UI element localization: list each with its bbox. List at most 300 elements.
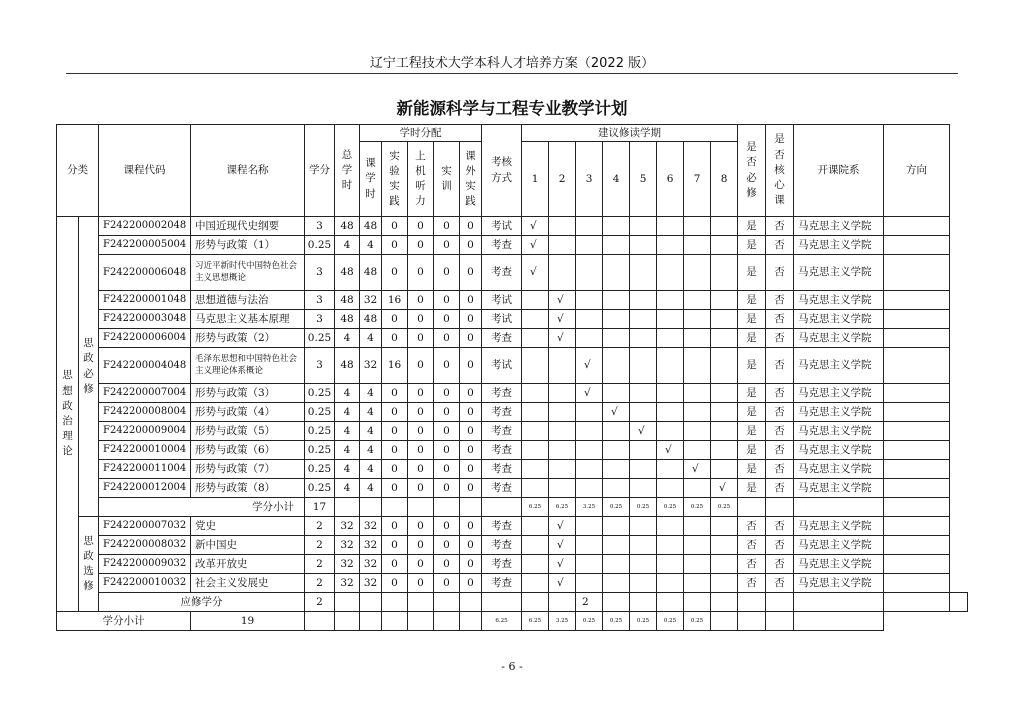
course-code-cell: F242200008032 xyxy=(99,536,191,555)
core-flag-cell: 否 xyxy=(766,422,794,441)
course-code-cell: F242200008004 xyxy=(99,403,191,422)
computer-hours-cell: 0 xyxy=(408,441,434,460)
department-cell: 马克思主义学院 xyxy=(794,291,884,310)
semester-cell xyxy=(576,422,603,441)
credit-cell: 0.25 xyxy=(305,236,335,255)
semester-cell xyxy=(657,403,684,422)
course-code-cell: F242200006004 xyxy=(99,329,191,348)
total-hours-cell: 4 xyxy=(335,460,360,479)
lecture-hours-cell: 4 xyxy=(360,329,382,348)
direction-cell xyxy=(884,517,950,536)
lecture-hours-cell: 32 xyxy=(360,348,382,384)
lecture-hours-cell: 48 xyxy=(360,310,382,329)
experiment-hours-cell: 0 xyxy=(382,460,408,479)
semester-credit-cell: 0.25 xyxy=(711,498,738,517)
course-row xyxy=(57,236,968,255)
department-cell: 马克思主义学院 xyxy=(794,236,884,255)
course-name-cell: 毛泽东思想和中国特色社会主义理论体系概论 xyxy=(191,348,305,384)
total-hours-cell: 32 xyxy=(335,517,360,536)
direction-cell xyxy=(884,348,950,384)
semester-credit-cell: 0.25 xyxy=(630,498,657,517)
department-cell: 马克思主义学院 xyxy=(794,384,884,403)
credit-cell: 0.25 xyxy=(305,384,335,403)
computer-hours-cell: 0 xyxy=(408,517,434,536)
required-header: 是否必修 xyxy=(738,125,766,217)
assessment-cell: 考查 xyxy=(482,441,522,460)
name-header: 课程名称 xyxy=(191,125,305,217)
computer-hours-cell: 0 xyxy=(408,479,434,498)
credit-cell: 3 xyxy=(305,255,335,291)
semester-cell xyxy=(684,517,711,536)
direction-cell xyxy=(884,422,950,441)
semester-cell xyxy=(684,441,711,460)
semester-credit-cell: 0.25 xyxy=(603,498,630,517)
semester-check-mark: √ xyxy=(549,310,576,329)
semester-cell xyxy=(657,574,684,593)
course-row xyxy=(57,517,968,536)
empty-cell xyxy=(408,593,434,612)
header-row-1 xyxy=(57,125,968,142)
core-flag-cell: 否 xyxy=(766,460,794,479)
extracurricular-hours-cell: 0 xyxy=(460,255,482,291)
practice-hours-cell: 0 xyxy=(434,460,460,479)
elective-required-row xyxy=(57,593,968,612)
semester-cell xyxy=(657,348,684,384)
semester-check-mark: √ xyxy=(549,329,576,348)
empty-cell xyxy=(382,593,408,612)
category-header: 分类 xyxy=(57,125,99,217)
direction-cell xyxy=(884,441,950,460)
extracurricular-hours-cell: 0 xyxy=(460,217,482,236)
computer-hours-cell: 0 xyxy=(408,310,434,329)
course-code-cell: F242200012004 xyxy=(99,479,191,498)
course-name-cell: 思想道德与法治 xyxy=(191,291,305,310)
semester-cell xyxy=(711,574,738,593)
header-divider xyxy=(66,73,958,74)
extracurricular-hours-cell: 0 xyxy=(460,555,482,574)
semester-cell xyxy=(657,255,684,291)
semester-credit-cell: 0.25 xyxy=(657,498,684,517)
practice-hours-cell: 0 xyxy=(434,574,460,593)
semester-8-header: 8 xyxy=(711,142,738,217)
empty-cell xyxy=(335,593,360,612)
semester-cell xyxy=(711,329,738,348)
course-name-cell: 形势与政策（5） xyxy=(191,422,305,441)
extracurricular-hours-cell: 0 xyxy=(460,574,482,593)
semester-cell xyxy=(684,255,711,291)
semester-cell xyxy=(576,555,603,574)
semester-cell xyxy=(603,348,630,384)
semester-1-header: 1 xyxy=(522,142,549,217)
semester-cell xyxy=(657,422,684,441)
computer-hours-cell: 0 xyxy=(408,329,434,348)
semester-cell xyxy=(711,236,738,255)
experiment-hours-cell: 0 xyxy=(382,329,408,348)
page-number: - 6 - xyxy=(501,660,523,673)
core-flag-cell: 否 xyxy=(766,329,794,348)
lecture-hours-cell: 32 xyxy=(360,536,382,555)
semester-credit-cell: 3.25 xyxy=(549,612,576,631)
practice-header: 实训 xyxy=(434,142,460,217)
core-flag-cell: 否 xyxy=(766,217,794,236)
semester-cell xyxy=(684,236,711,255)
semester-cell xyxy=(576,329,603,348)
course-name-cell: 形势与政策（8） xyxy=(191,479,305,498)
semester-cell xyxy=(576,403,603,422)
semester-cell xyxy=(603,441,630,460)
semester-6-header: 6 xyxy=(657,142,684,217)
empty-cell xyxy=(434,498,460,517)
required-flag-cell: 否 xyxy=(738,555,766,574)
computer-hours-cell: 0 xyxy=(408,536,434,555)
assessment-cell: 考试 xyxy=(482,291,522,310)
core-header: 是否核心课 xyxy=(766,125,794,217)
assessment-cell: 考查 xyxy=(482,479,522,498)
semester-cell xyxy=(522,422,549,441)
semester-cell xyxy=(603,217,630,236)
core-flag-cell: 否 xyxy=(766,574,794,593)
semester-cell xyxy=(576,574,603,593)
total_subtotal-row xyxy=(57,612,968,631)
computer-header: 上机听力 xyxy=(408,142,434,217)
lecture-hours-cell: 32 xyxy=(360,291,382,310)
semester-cell xyxy=(711,593,738,612)
semester-group-header: 建议修读学期 xyxy=(522,125,738,142)
practice-hours-cell: 0 xyxy=(434,479,460,498)
lecture-hours-cell: 4 xyxy=(360,236,382,255)
total-hours-cell: 4 xyxy=(335,403,360,422)
course-row xyxy=(57,329,968,348)
course-name-cell: 改革开放史 xyxy=(191,555,305,574)
credit-cell: 0.25 xyxy=(305,460,335,479)
semester-cell xyxy=(549,479,576,498)
department-cell: 马克思主义学院 xyxy=(794,422,884,441)
department-cell: 马克思主义学院 xyxy=(794,441,884,460)
assessment-cell: 考查 xyxy=(482,555,522,574)
experiment-hours-cell: 0 xyxy=(382,479,408,498)
course-row xyxy=(57,574,968,593)
assessment-cell: 考查 xyxy=(482,536,522,555)
semester-cell xyxy=(549,403,576,422)
total-hours-cell: 32 xyxy=(335,555,360,574)
course-row xyxy=(57,460,968,479)
course-code-cell: F242200001048 xyxy=(99,291,191,310)
course-name-cell: 形势与政策（1） xyxy=(191,236,305,255)
credit-cell: 3 xyxy=(305,217,335,236)
semester-cell xyxy=(522,574,549,593)
semester-cell xyxy=(630,517,657,536)
semester-cell xyxy=(549,217,576,236)
course-code-cell: F242200006048 xyxy=(99,255,191,291)
category-sub-cell: 思政必修 xyxy=(79,217,99,517)
teaching-plan-table xyxy=(56,124,968,631)
course-code-cell: F242200007032 xyxy=(99,517,191,536)
semester-cell xyxy=(657,329,684,348)
total-hours-cell: 48 xyxy=(335,310,360,329)
core-flag-cell: 否 xyxy=(766,348,794,384)
lecture-hours-cell: 48 xyxy=(360,217,382,236)
course-row xyxy=(57,310,968,329)
empty-cell xyxy=(711,612,738,631)
empty-cell xyxy=(460,612,482,631)
semester-cell xyxy=(603,536,630,555)
department-cell: 马克思主义学院 xyxy=(794,255,884,291)
semester-cell xyxy=(630,310,657,329)
semester-cell xyxy=(684,384,711,403)
required-flag-cell: 是 xyxy=(738,291,766,310)
course-code-cell: F242200005004 xyxy=(99,236,191,255)
direction-cell xyxy=(884,479,950,498)
semester-cell xyxy=(684,291,711,310)
semester-cell xyxy=(630,555,657,574)
elective-required-credit-cell: 2 xyxy=(305,593,335,612)
semester-cell xyxy=(603,479,630,498)
direction-header: 方向 xyxy=(884,125,950,217)
semester-check-mark: √ xyxy=(657,441,684,460)
semester-cell xyxy=(549,384,576,403)
course-row xyxy=(57,217,968,236)
extracurricular-hours-cell: 0 xyxy=(460,310,482,329)
empty-cell xyxy=(794,498,884,517)
direction-cell xyxy=(884,536,950,555)
core-flag-cell: 否 xyxy=(766,517,794,536)
semester-cell xyxy=(711,536,738,555)
computer-hours-cell: 0 xyxy=(408,574,434,593)
credit-cell: 0.25 xyxy=(305,441,335,460)
empty-cell xyxy=(360,612,382,631)
empty-cell xyxy=(884,593,950,612)
experiment-hours-cell: 0 xyxy=(382,255,408,291)
semester-check-mark: √ xyxy=(549,555,576,574)
semester-cell xyxy=(603,593,630,612)
course-row xyxy=(57,384,968,403)
department-cell: 马克思主义学院 xyxy=(794,517,884,536)
course-row xyxy=(57,291,968,310)
experiment-hours-cell: 16 xyxy=(382,291,408,310)
semester-check-mark: √ xyxy=(522,236,549,255)
assessment-cell: 考查 xyxy=(482,236,522,255)
semester-cell xyxy=(603,255,630,291)
credit-cell: 3 xyxy=(305,291,335,310)
semester-cell xyxy=(711,217,738,236)
direction-cell xyxy=(884,555,950,574)
practice-hours-cell: 0 xyxy=(434,217,460,236)
semester-cell xyxy=(603,329,630,348)
department-header: 开课院系 xyxy=(794,125,884,217)
direction-cell xyxy=(884,403,950,422)
empty-cell xyxy=(794,612,884,631)
lecture-hours-cell: 4 xyxy=(360,460,382,479)
assessment-cell: 考查 xyxy=(482,422,522,441)
empty-cell xyxy=(738,612,766,631)
credit-cell: 2 xyxy=(305,574,335,593)
credit-cell: 0.25 xyxy=(305,422,335,441)
direction-cell xyxy=(884,460,950,479)
extracurricular-hours-cell: 0 xyxy=(460,329,482,348)
semester-cell xyxy=(522,479,549,498)
subtotal-credit-cell: 17 xyxy=(305,498,335,517)
empty-cell xyxy=(460,498,482,517)
department-cell: 马克思主义学院 xyxy=(794,403,884,422)
required_subtotal-row xyxy=(57,498,968,517)
core-flag-cell: 否 xyxy=(766,291,794,310)
computer-hours-cell: 0 xyxy=(408,291,434,310)
experiment-hours-cell: 0 xyxy=(382,403,408,422)
extracurricular-hours-cell: 0 xyxy=(460,517,482,536)
empty-cell xyxy=(794,593,884,612)
semester-check-mark: √ xyxy=(630,422,657,441)
semester-cell xyxy=(711,291,738,310)
course-name-cell: 形势与政策（3） xyxy=(191,384,305,403)
credit-cell: 0.25 xyxy=(305,329,335,348)
practice-hours-cell: 0 xyxy=(434,329,460,348)
subtotal-credit-cell: 19 xyxy=(191,612,305,631)
course-name-cell: 中国近现代史纲要 xyxy=(191,217,305,236)
credit-cell: 2 xyxy=(305,536,335,555)
direction-cell xyxy=(884,236,950,255)
empty-cell xyxy=(335,498,360,517)
semester-cell xyxy=(630,574,657,593)
hours-group-header: 学时分配 xyxy=(360,125,482,142)
course-code-cell: F242200002048 xyxy=(99,217,191,236)
required-flag-cell: 是 xyxy=(738,217,766,236)
semester-cell xyxy=(576,217,603,236)
assessment-cell: 考试 xyxy=(482,310,522,329)
department-cell: 马克思主义学院 xyxy=(794,217,884,236)
semester-credit-cell: 3.25 xyxy=(576,498,603,517)
required-flag-cell: 是 xyxy=(738,460,766,479)
lecture-hours-cell: 32 xyxy=(360,555,382,574)
extracurricular-hours-cell: 0 xyxy=(460,441,482,460)
department-cell: 马克思主义学院 xyxy=(794,348,884,384)
empty-cell xyxy=(884,498,950,517)
experiment-hours-cell: 0 xyxy=(382,517,408,536)
extracurricular-hours-cell: 0 xyxy=(460,348,482,384)
extracurricular-hours-cell: 0 xyxy=(460,460,482,479)
semester-cell xyxy=(549,422,576,441)
core-flag-cell: 否 xyxy=(766,255,794,291)
semester-cell xyxy=(657,310,684,329)
semester-check-mark: √ xyxy=(522,255,549,291)
semester-credit-cell: 0.25 xyxy=(576,612,603,631)
semester-cell xyxy=(684,574,711,593)
course-row xyxy=(57,422,968,441)
course-row xyxy=(57,479,968,498)
required-flag-cell: 否 xyxy=(738,517,766,536)
required-flag-cell: 是 xyxy=(738,236,766,255)
course-code-cell: F242200009004 xyxy=(99,422,191,441)
semester-cell xyxy=(711,348,738,384)
semester-check-mark: √ xyxy=(576,348,603,384)
assessment-cell: 考试 xyxy=(482,217,522,236)
semester-cell xyxy=(576,460,603,479)
semester-cell xyxy=(549,348,576,384)
practice-hours-cell: 0 xyxy=(434,536,460,555)
semester-check-mark: √ xyxy=(549,517,576,536)
semester-cell xyxy=(576,255,603,291)
semester-credit-cell: 6.25 xyxy=(549,498,576,517)
semester-cell xyxy=(603,422,630,441)
extracurricular-hours-cell: 0 xyxy=(460,384,482,403)
course-row xyxy=(57,348,968,384)
practice-hours-cell: 0 xyxy=(434,255,460,291)
total-hours-cell: 4 xyxy=(335,236,360,255)
course-code-cell: F242200010004 xyxy=(99,441,191,460)
course-name-cell: 党史 xyxy=(191,517,305,536)
core-flag-cell: 否 xyxy=(766,536,794,555)
semester-credit-cell: 0.25 xyxy=(684,498,711,517)
semester-check-mark: √ xyxy=(549,574,576,593)
assessment-cell: 考查 xyxy=(482,329,522,348)
computer-hours-cell: 0 xyxy=(408,460,434,479)
semester-5-header: 5 xyxy=(630,142,657,217)
semester-cell xyxy=(576,236,603,255)
semester-cell xyxy=(711,310,738,329)
department-cell: 马克思主义学院 xyxy=(794,574,884,593)
semester-cell xyxy=(711,422,738,441)
semester-cell xyxy=(630,348,657,384)
computer-hours-cell: 0 xyxy=(408,255,434,291)
semester-cell xyxy=(522,536,549,555)
experiment-hours-cell: 0 xyxy=(382,441,408,460)
semester-cell xyxy=(630,593,657,612)
practice-hours-cell: 0 xyxy=(434,310,460,329)
department-cell: 马克思主义学院 xyxy=(794,555,884,574)
semester-cell xyxy=(630,384,657,403)
semester-cell xyxy=(549,593,576,612)
practice-hours-cell: 0 xyxy=(434,384,460,403)
extracurricular-hours-cell: 0 xyxy=(460,236,482,255)
extracurricular-hours-cell: 0 xyxy=(460,422,482,441)
computer-hours-cell: 0 xyxy=(408,348,434,384)
experiment-hours-cell: 0 xyxy=(382,236,408,255)
semester-credit-cell: 0.25 xyxy=(603,612,630,631)
category-sub-cell: 思政选修 xyxy=(79,517,99,612)
experiment-hours-cell: 0 xyxy=(382,310,408,329)
extracurricular-header: 课外实践 xyxy=(460,142,482,217)
required-flag-cell: 是 xyxy=(738,310,766,329)
required-flag-cell: 是 xyxy=(738,441,766,460)
lecture-hours-cell: 4 xyxy=(360,422,382,441)
elective-required-semester-cell: 2 xyxy=(576,593,603,612)
assessment-cell: 考查 xyxy=(482,403,522,422)
lecture-hours-cell: 4 xyxy=(360,441,382,460)
direction-cell xyxy=(884,310,950,329)
semester-cell xyxy=(684,422,711,441)
course-row xyxy=(57,403,968,422)
semester-cell xyxy=(738,593,766,612)
experiment-hours-cell: 0 xyxy=(382,574,408,593)
semester-cell xyxy=(522,403,549,422)
semester-cell xyxy=(522,348,549,384)
code-header: 课程代码 xyxy=(99,125,191,217)
semester-cell xyxy=(522,310,549,329)
semester-check-mark: √ xyxy=(549,536,576,555)
credit-cell: 0.25 xyxy=(305,479,335,498)
semester-check-mark: √ xyxy=(684,460,711,479)
computer-hours-cell: 0 xyxy=(408,384,434,403)
core-flag-cell: 否 xyxy=(766,384,794,403)
semester-cell xyxy=(603,555,630,574)
course-name-cell: 马克思主义基本原理 xyxy=(191,310,305,329)
course-name-cell: 新中国史 xyxy=(191,536,305,555)
extracurricular-hours-cell: 0 xyxy=(460,536,482,555)
semester-credit-cell: 6.25 xyxy=(522,498,549,517)
course-name-cell: 形势与政策（2） xyxy=(191,329,305,348)
required-subtotal-label: 学分小计 xyxy=(99,498,305,517)
core-flag-cell: 否 xyxy=(766,236,794,255)
total-hours-cell: 32 xyxy=(335,536,360,555)
